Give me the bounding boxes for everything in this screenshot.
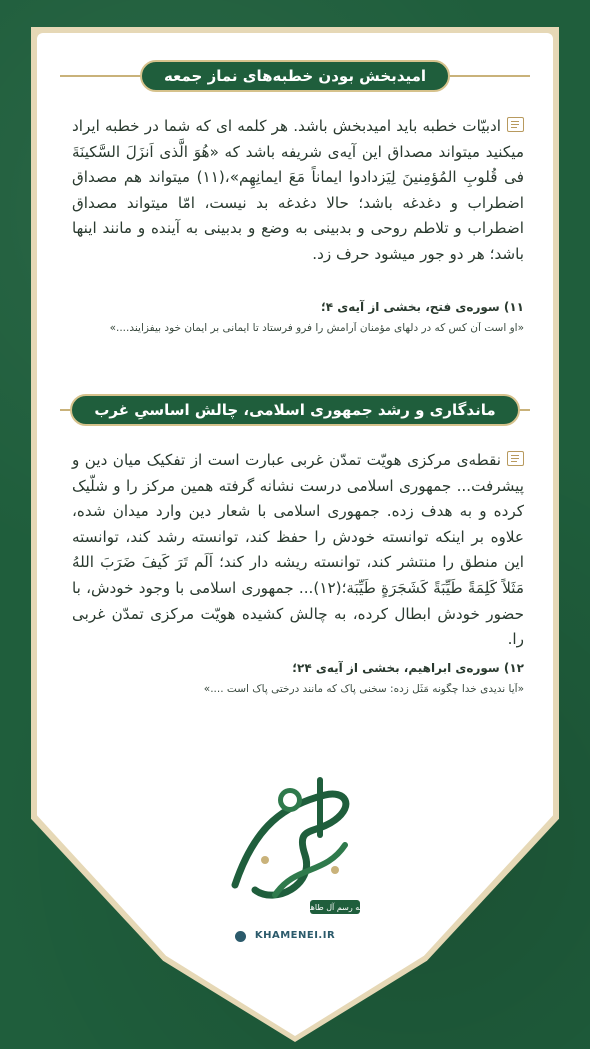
section1-footnote-title: ۱۱) سوره‌ی فتح، بخشی از آیه‌ی ۴؛ (320, 300, 524, 314)
section2-footnote-title: ۱۲) سوره‌ی ابراهیم، بخشی از آیه‌ی ۲۴؛ (292, 661, 524, 675)
section1-text: ادبیّات خطبه باید امیدبخش باشد. هر کلمه ای که شما در خطبه ایراد میکنید میتواند مصداق این آیه‌ی شریفه باشد که «هُوَ الَّذی اَنزَلَ السَّکینَةَ فی قُلوبِ المُؤمِنینَ لِیَزدادوا ایماناً مَعَ ایمانِهِم»،(۱۱) میتواند هم مصداق اضطراب و دغدغه باشد؛ حالا دغدغه بد نیست، امّا میتواند مصداق اضطراب و تلاطم روحی و بدبینی به وضع و بدبینی به آینده و مانند اینها باشد؛ هر دو جور میشود حرف زد. (72, 117, 524, 263)
site-name[interactable]: KHAMENEI.IR (254, 930, 336, 941)
section1-title: امیدبخش بودن خطبه‌های نماز جمعه (140, 60, 450, 92)
section2-heading (60, 393, 530, 427)
section2-footnote-text: «آیا ندیدی خدا چگونه مَثَل زده: سخنی پاک که مانند درختی پاک است ....» (203, 683, 524, 695)
section1-heading (60, 59, 530, 93)
section1-paragraph (72, 114, 524, 268)
document-icon (507, 117, 524, 132)
calligraphy-logo-icon (215, 765, 375, 925)
section2-text: نقطه‌ی مرکزی هویّت تمدّن غربی عبارت است از تفکیک میان دین و پیشرفت... جمهوری اسلامی درست نشانه گرفته همین مرکز را و شلّیک کرده و به هدف زده. جمهوری اسلامی با شعار دین وارد میدان شده، علاوه بر اینکه توانسته خودش را حفظ کند، توانسته رشد کند، توانسته این منطق را منتشر کند، توانسته ریشه دار کند؛ اَلَم تَرَ کَیفَ ضَرَبَ اللهُ مَثَلاً کَلِمَةً طَیِّبَةً کَشَجَرَةٍ طَیِّبَة؛(۱۲)... جمهوری اسلامی با وجود خودش، با حضور خودش ابطال کرده، به چالش کشیده هویّت مرکزی تمدّن غربی را. (72, 451, 524, 649)
section2-title: ماندگاری و رشد جمهوری اسلامی، چالش اساسیِ غرب (70, 394, 519, 426)
logo-subtitle: به رسم آل طاها (308, 903, 362, 912)
document-icon (507, 451, 524, 466)
section1-footnote-text: «او است آن کس که در دلهای مؤمنان آرامش را فرو فرستاد تا ایمانی بر ایمان خود بیفزایند....» (109, 322, 524, 334)
section2-paragraph (72, 448, 524, 653)
